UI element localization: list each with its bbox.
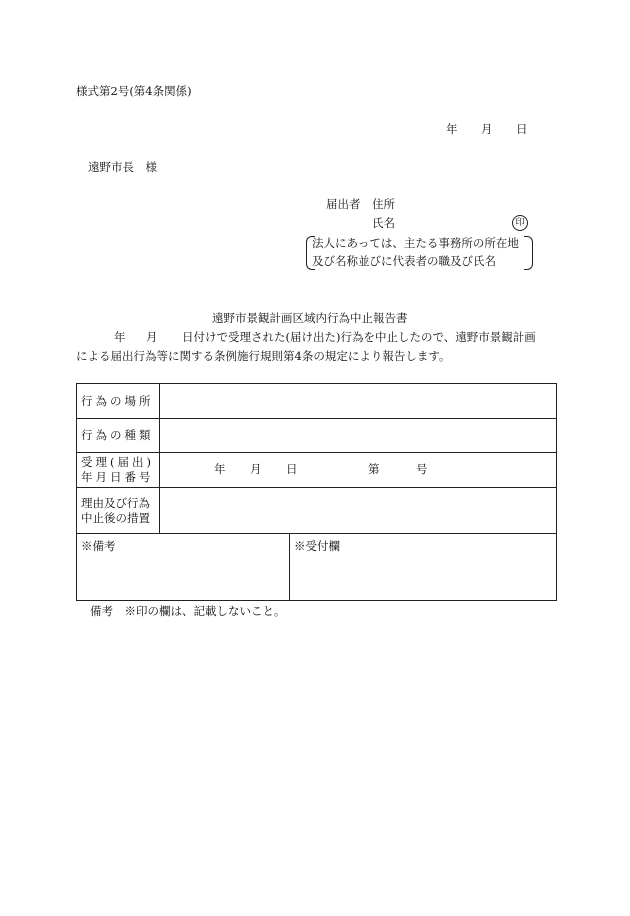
receipt-date-number-field[interactable] [160, 453, 557, 488]
date-month: 月 [481, 122, 493, 136]
reception-cell [290, 534, 557, 601]
corp-note-bracket-right [524, 236, 533, 270]
receipt-label [77, 453, 160, 488]
receipt-day: 日 [286, 462, 298, 476]
reason-label [77, 488, 160, 534]
receipt-month: 月 [250, 462, 262, 476]
date-year: 年 [446, 122, 458, 136]
reason-label-line1: 理由及び行為 [81, 495, 150, 510]
body-line2: による届出行為等に関する条例施行規則第4条の規定により報告します。 [76, 349, 451, 363]
corp-note-line1: 法人にあっては、主たる事務所の所在地 [312, 236, 519, 250]
receipt-number-prefix: 第 [368, 462, 380, 476]
type-field[interactable] [160, 419, 557, 453]
form-number: 様式第2号(第4条関係) [76, 84, 192, 98]
table-row [77, 534, 557, 601]
table-row [77, 488, 557, 534]
addressee: 遠野市長 様 [88, 160, 157, 174]
footer-note: 備考 ※印の欄は、記載しないこと。 [90, 604, 286, 618]
body-line1: 日付けで受理された(届け出た)行為を中止したので、遠野市景観計画 [182, 330, 536, 344]
remarks-cell [77, 534, 290, 601]
reason-label-line2: 中止後の措置 [81, 510, 150, 525]
table-row [77, 384, 557, 419]
corp-note-line2: 及び名称並びに代表者の職及び氏名 [312, 254, 496, 268]
name-label: 氏名 [372, 216, 395, 230]
date-day: 日 [516, 122, 528, 136]
body-year: 年 [114, 330, 126, 344]
table-row [77, 419, 557, 453]
reason-field[interactable] [160, 488, 557, 534]
receipt-number-suffix: 号 [416, 462, 428, 476]
body-month: 月 [146, 330, 158, 344]
receipt-label-line2: 年月日番号 [81, 470, 154, 484]
table-row [77, 453, 557, 488]
remarks-label: ※備考 [81, 539, 116, 553]
location-field[interactable] [160, 384, 557, 419]
receipt-label-line1: 受理(届出) [81, 455, 154, 469]
address-label: 住所 [372, 197, 395, 211]
type-label: 行為の種類 [77, 419, 160, 453]
document-title: 遠野市景観計画区域内行為中止報告書 [212, 311, 408, 325]
notifier-role-label: 届出者 [326, 197, 361, 211]
location-label: 行為の場所 [77, 384, 160, 419]
report-form-table [76, 383, 557, 601]
seal-mark: 印 [512, 215, 528, 231]
receipt-year: 年 [214, 462, 226, 476]
reception-label: ※受付欄 [294, 539, 340, 553]
